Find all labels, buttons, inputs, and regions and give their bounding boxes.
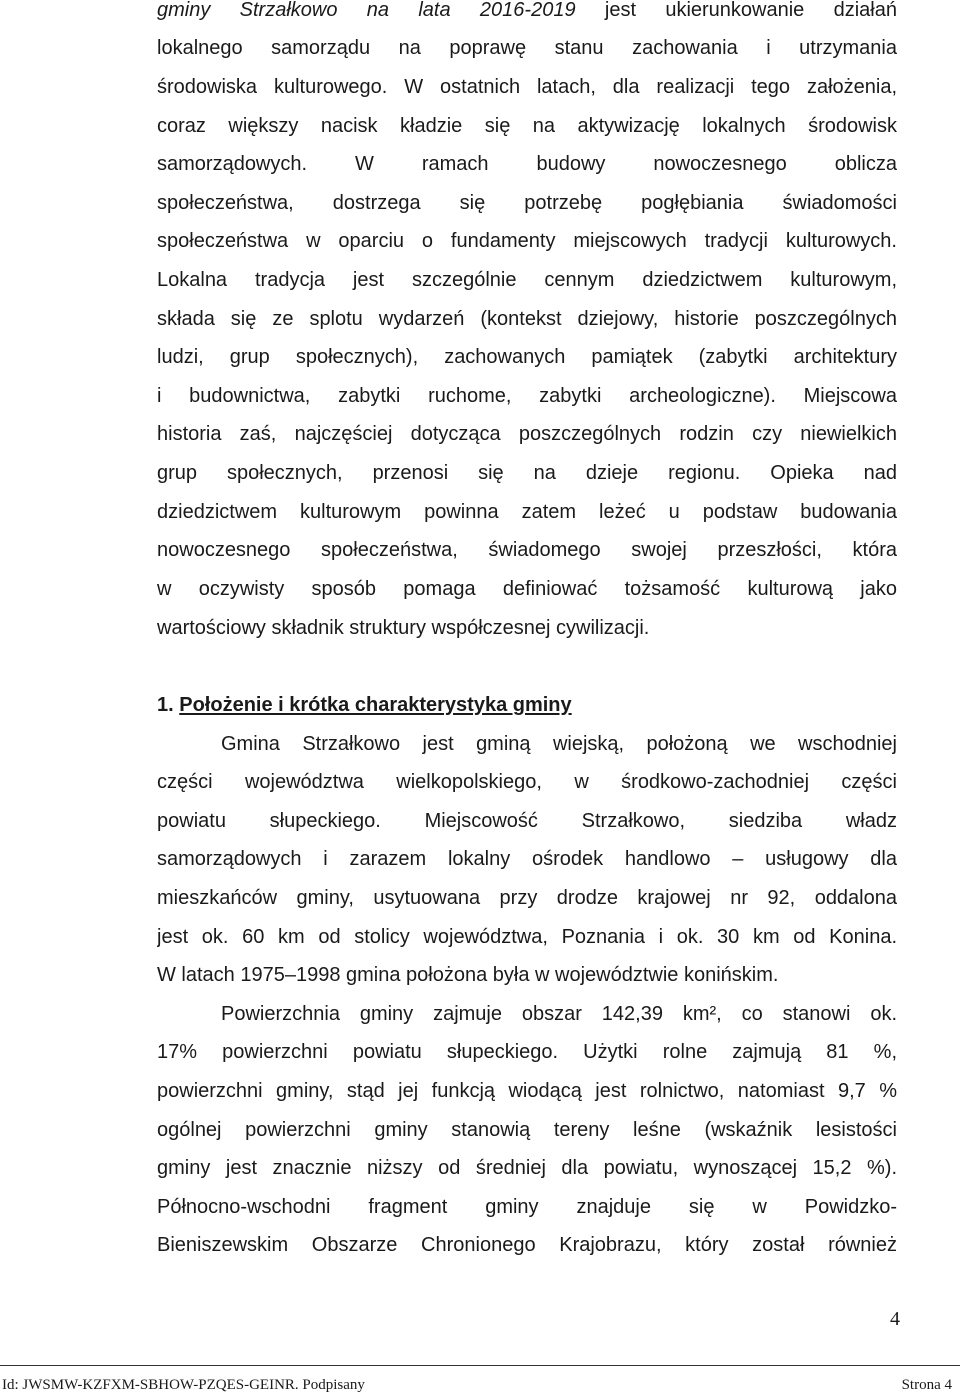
text-line: jest ok. 60 km od stolicy województwa, Poznania i ok. 30 km od Konina. [157,926,897,948]
footer-divider [0,1365,960,1366]
text-line: społeczeństwa w oparciu o fundamenty miejscowych tradycji kulturowych. [157,230,897,252]
text-line: społeczeństwa, dostrzega się potrzebę pogłębiania świadomości [157,192,897,214]
text-line: samorządowych. W ramach budowy nowoczesnego oblicza [157,153,897,175]
section-heading [157,692,572,718]
text-line: dziedzictwem kulturowym powinna zatem leżeć u podstaw budowania [157,501,897,523]
text-line: Lokalna tradycja jest szczególnie cennym dziedzictwem kulturowym, [157,269,897,291]
section-number: 1. [157,694,174,716]
text-line: i budownictwa, zabytki ruchome, zabytki archeologiczne). Miejscowa [157,385,897,407]
text-line: gminy Strzałkowo na lata 2016-2019 jest ukierunkowanie działań [157,0,897,21]
text-line: części województwa wielkopolskiego, w środkowo-zachodniej części [157,771,897,793]
text-line: lokalnego samorządu na poprawę stanu zachowania i utrzymania [157,37,897,59]
text-line: coraz większy nacisk kładzie się na aktywizację lokalnych środowisk [157,115,897,137]
document-id: Id: JWSMW-KZFXM-SBHOW-PZQES-GEINR. Podpisany [2,1377,365,1393]
text-line: Bieniszewskim Obszarze Chronionego Krajobrazu, który został również [157,1234,897,1256]
text-line: powierzchni gminy, stąd jej funkcją wiodącą jest rolnictwo, natomiast 9,7 % [157,1080,897,1102]
text-line: powiatu słupeckiego. Miejscowość Strzałkowo, siedziba władz [157,810,897,832]
page-label: Strona 4 [901,1377,952,1393]
text-line: ludzi, grup społecznych), zachowanych pamiątek (zabytki architektury [157,346,897,368]
text-line: mieszkańców gminy, usytuowana przy drodze krajowej nr 92, oddalona [157,887,897,909]
page-number: 4 [890,1308,900,1330]
text-line: 17% powierzchni powiatu słupeckiego. Użytki rolne zajmują 81 %, [157,1041,897,1063]
text-line: samorządowych i zarazem lokalny ośrodek handlowo – usługowy dla [157,848,897,870]
text-line: nowoczesnego społeczeństwa, świadomego swojej przeszłości, która [157,539,897,561]
text-line: w oczywisty sposób pomaga definiować tożsamość kulturową jako [157,578,897,600]
text-line: Powierzchnia gminy zajmuje obszar 142,39 km², co stanowi ok. [221,1003,897,1025]
text-line: środowiska kulturowego. W ostatnich latach, dla realizacji tego założenia, [157,76,897,98]
text-line: grup społecznych, przenosi się na dzieje regionu. Opieka nad [157,462,897,484]
text-line: gminy jest znacznie niższy od średniej dla powiatu, wynoszącej 15,2 %). [157,1157,897,1179]
section-title: Położenie i krótka charakterystyka gminy [179,694,572,716]
text-line: Gmina Strzałkowo jest gminą wiejską, położoną we wschodniej [221,733,897,755]
text-line: W latach 1975–1998 gmina położona była w województwie konińskim. [157,964,779,986]
text-line: składa się ze splotu wydarzeń (kontekst dziejowy, historie poszczególnych [157,308,897,330]
text-line: Północno-wschodni fragment gminy znajduje się w Powidzko- [157,1196,897,1218]
text-line: historia zaś, najczęściej dotycząca poszczególnych rodzin czy niewielkich [157,423,897,445]
text-line: ogólnej powierzchni gminy stanowią tereny leśne (wskaźnik lesistości [157,1119,897,1141]
text-line: wartościowy składnik struktury współczesnej cywilizacji. [157,617,650,639]
document-title-reference: gminy Strzałkowo na lata 2016-2019 [157,0,576,21]
